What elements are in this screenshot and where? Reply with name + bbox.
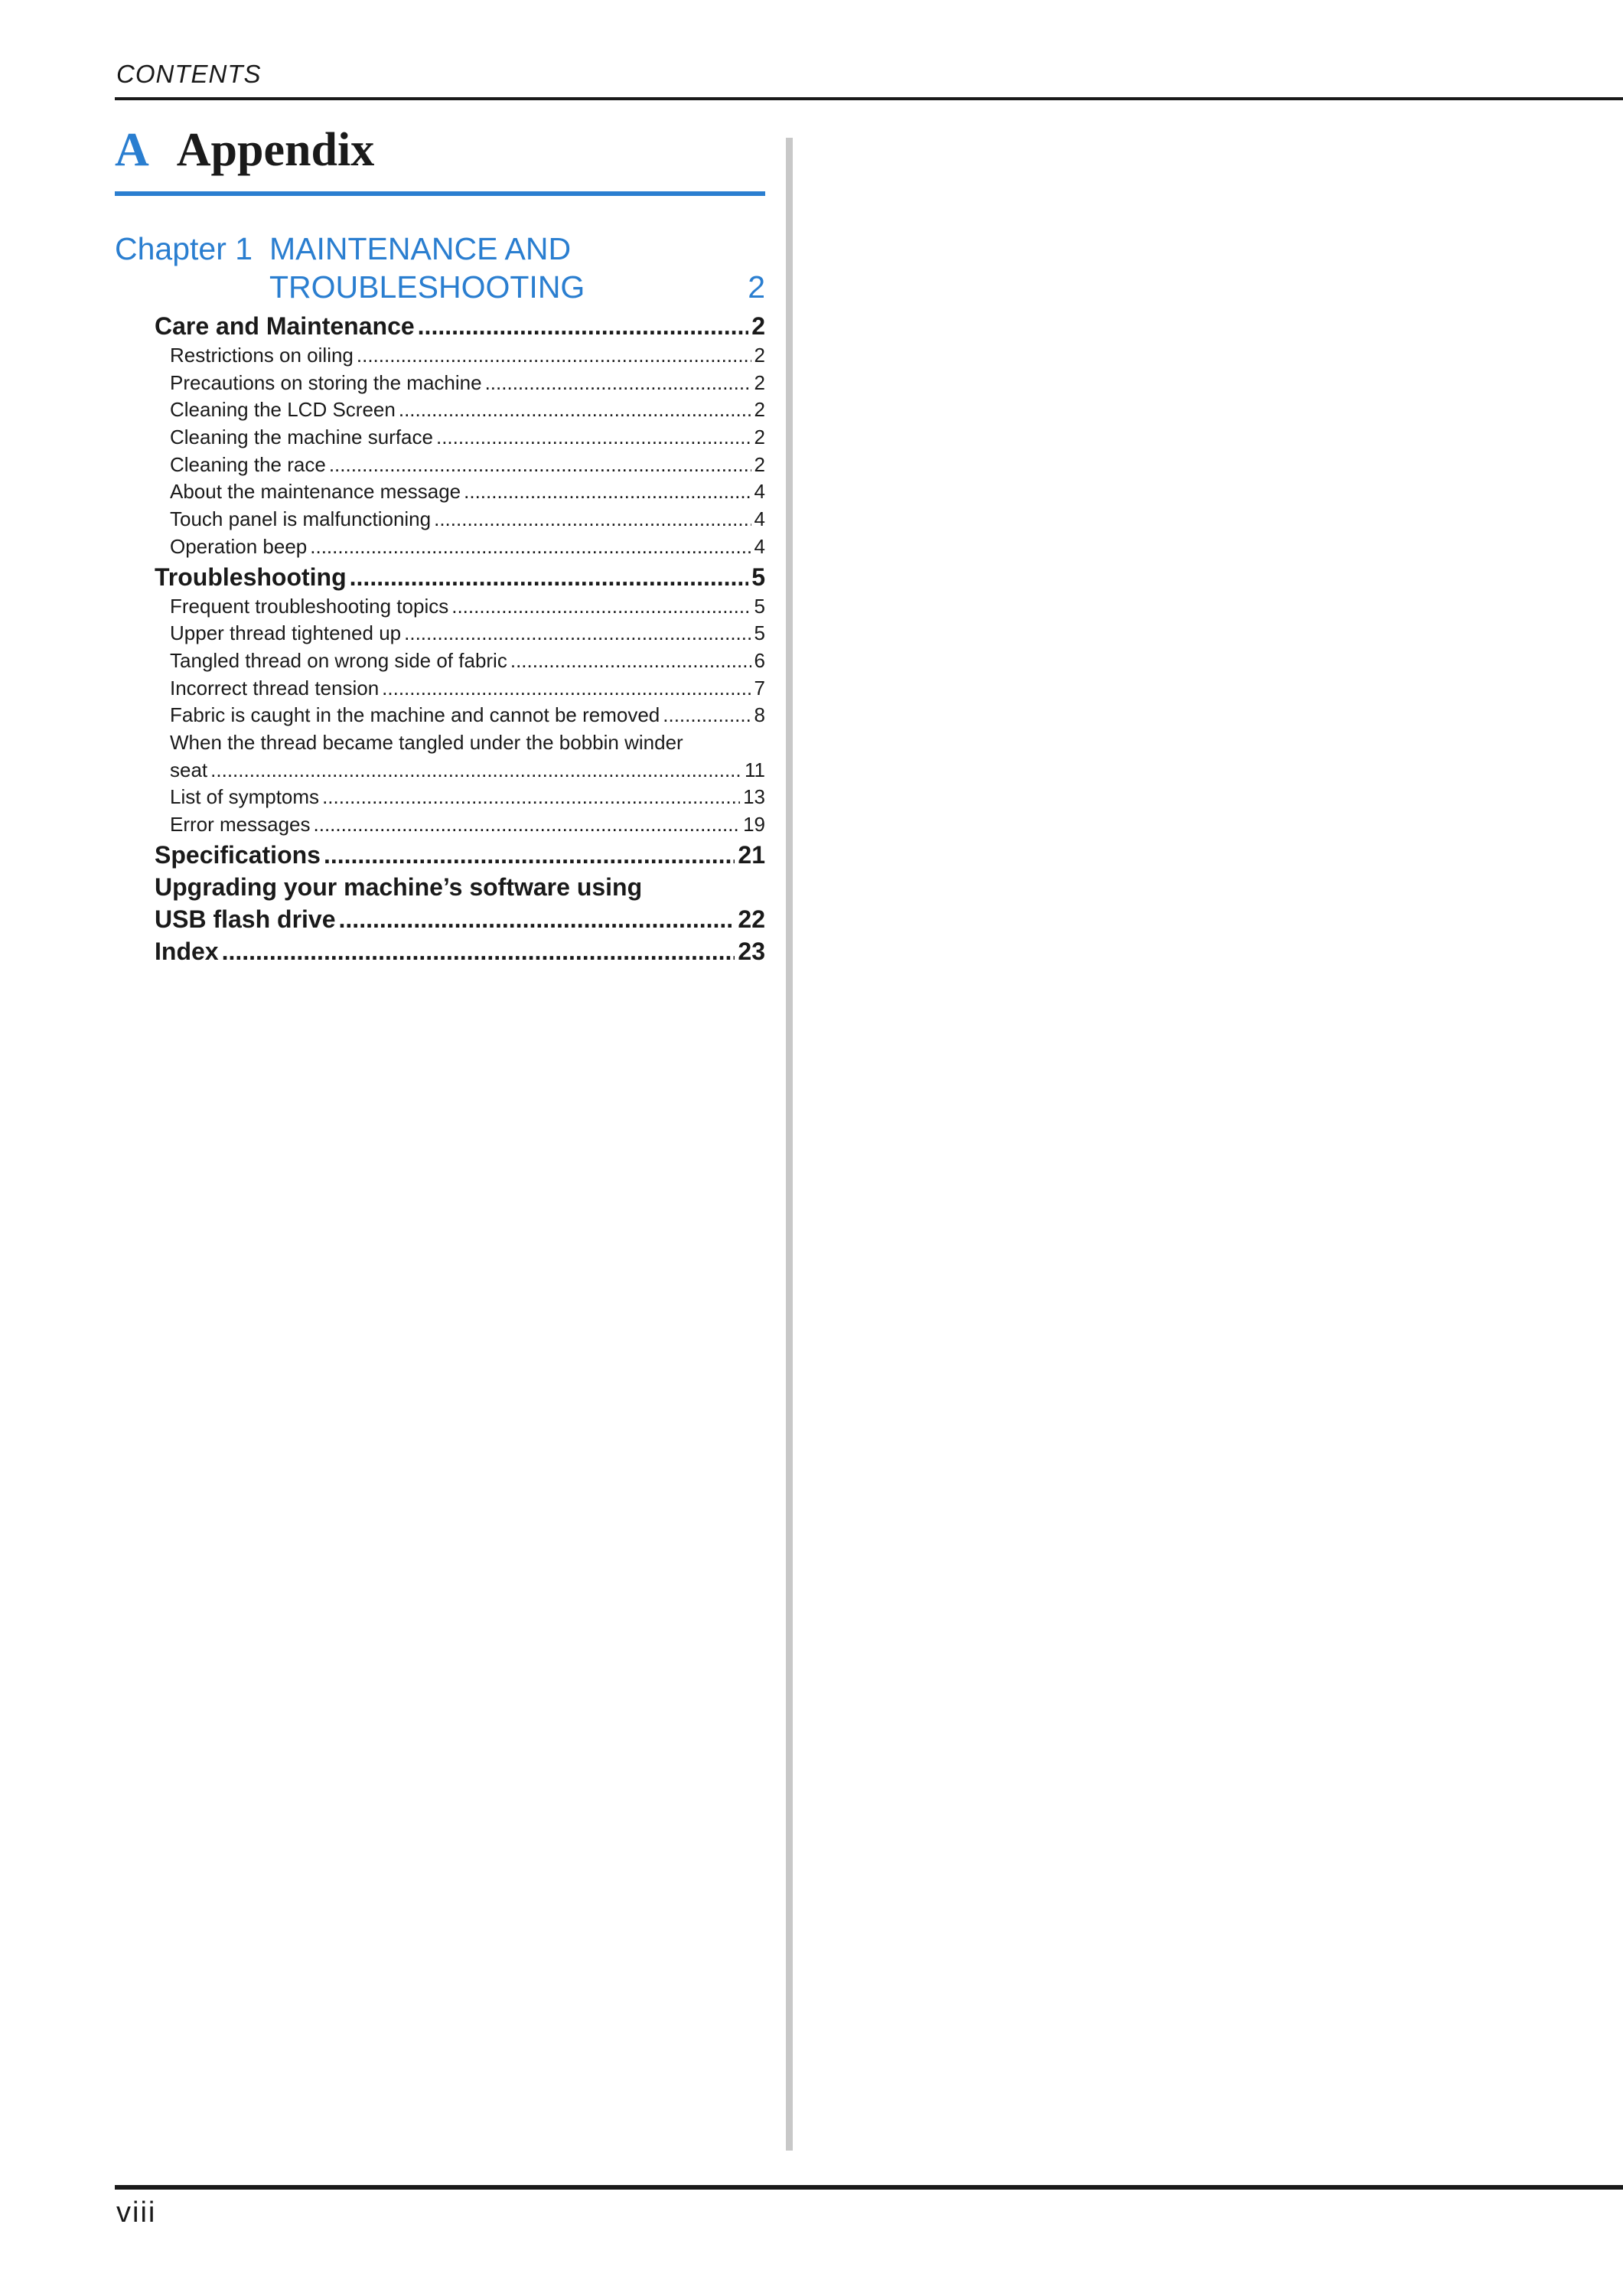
toc-subentry[interactable]: Cleaning the race ..... 2 bbox=[155, 452, 765, 479]
toc-entry-label: Index bbox=[155, 937, 219, 965]
toc-subentry[interactable]: Restrictions on oiling ..... 2 bbox=[155, 342, 765, 370]
toc-subentry[interactable]: Precautions on storing the machine ..... 2 bbox=[155, 370, 765, 397]
toc-entry-care-maintenance[interactable] bbox=[155, 310, 765, 342]
toc-entry-label: Troubleshooting bbox=[155, 563, 347, 591]
toc-entry-page: 23 bbox=[738, 937, 765, 965]
appendix-letter: A bbox=[115, 124, 149, 176]
table-of-contents bbox=[155, 310, 765, 967]
appendix-title: Appendix bbox=[176, 124, 375, 176]
toc-subentry[interactable]: Error messages ..... 19 bbox=[155, 811, 765, 839]
toc-entry-troubleshooting[interactable] bbox=[155, 561, 765, 593]
appendix-rule bbox=[115, 191, 765, 196]
chapter-title-line2: TROUBLESHOOTING bbox=[269, 269, 585, 305]
toc-entry-page: 21 bbox=[738, 840, 765, 869]
toc-subentry[interactable]: Incorrect thread tension ..... 7 bbox=[155, 675, 765, 703]
toc-entry-upgrading-line1[interactable]: Upgrading your machine’s software using bbox=[155, 872, 643, 901]
toc-entry-index[interactable] bbox=[155, 935, 765, 967]
chapter-title-line1: MAINTENANCE AND bbox=[269, 231, 572, 266]
toc-entry-label: Care and Maintenance bbox=[155, 312, 415, 340]
toc-subentry[interactable]: Cleaning the machine surface ..... 2 bbox=[155, 424, 765, 452]
toc-entry-page: 5 bbox=[751, 563, 765, 591]
column-divider bbox=[786, 138, 793, 2151]
toc-entry-page: 22 bbox=[738, 905, 765, 933]
toc-subentry[interactable]: Frequent troubleshooting topics ..... 5 bbox=[155, 593, 765, 621]
toc-subentry[interactable]: Operation beep ..... 4 bbox=[155, 533, 765, 561]
chapter-label: Chapter 1 bbox=[115, 231, 253, 266]
footer-rule bbox=[115, 2185, 1623, 2190]
page-number: viii bbox=[116, 2197, 157, 2229]
toc-subentry[interactable]: Upper thread tightened up ..... 5 bbox=[155, 620, 765, 647]
toc-subentry[interactable]: Cleaning the LCD Screen ..... 2 bbox=[155, 396, 765, 424]
toc-entry-upgrading-line2[interactable]: USB flash drive ..... 22 bbox=[155, 903, 765, 935]
header-rule bbox=[115, 97, 1623, 100]
toc-entry-page: 2 bbox=[751, 312, 765, 340]
toc-subentry-bobbin-line1[interactable]: When the thread became tangled under the bobbin winder bbox=[170, 730, 683, 754]
toc-subentry[interactable]: Fabric is caught in the machine and cannot be removed ..... 8 bbox=[155, 702, 765, 729]
appendix-heading bbox=[115, 122, 765, 178]
running-head: CONTENTS bbox=[116, 60, 262, 88]
toc-subentry[interactable]: Tangled thread on wrong side of fabric ..... 6 bbox=[155, 647, 765, 675]
toc-subentry[interactable]: List of symptoms ..... 13 bbox=[155, 784, 765, 811]
toc-subentry[interactable]: Touch panel is malfunctioning ..... 4 bbox=[155, 506, 765, 533]
toc-subentry[interactable]: About the maintenance message ..... 4 bbox=[155, 478, 765, 506]
toc-subentry-bobbin-line2[interactable]: seat ..... 11 bbox=[155, 757, 765, 784]
toc-entry-label: Specifications bbox=[155, 840, 321, 869]
chapter-page: 2 bbox=[748, 269, 765, 305]
toc-entry-specifications[interactable] bbox=[155, 839, 765, 871]
